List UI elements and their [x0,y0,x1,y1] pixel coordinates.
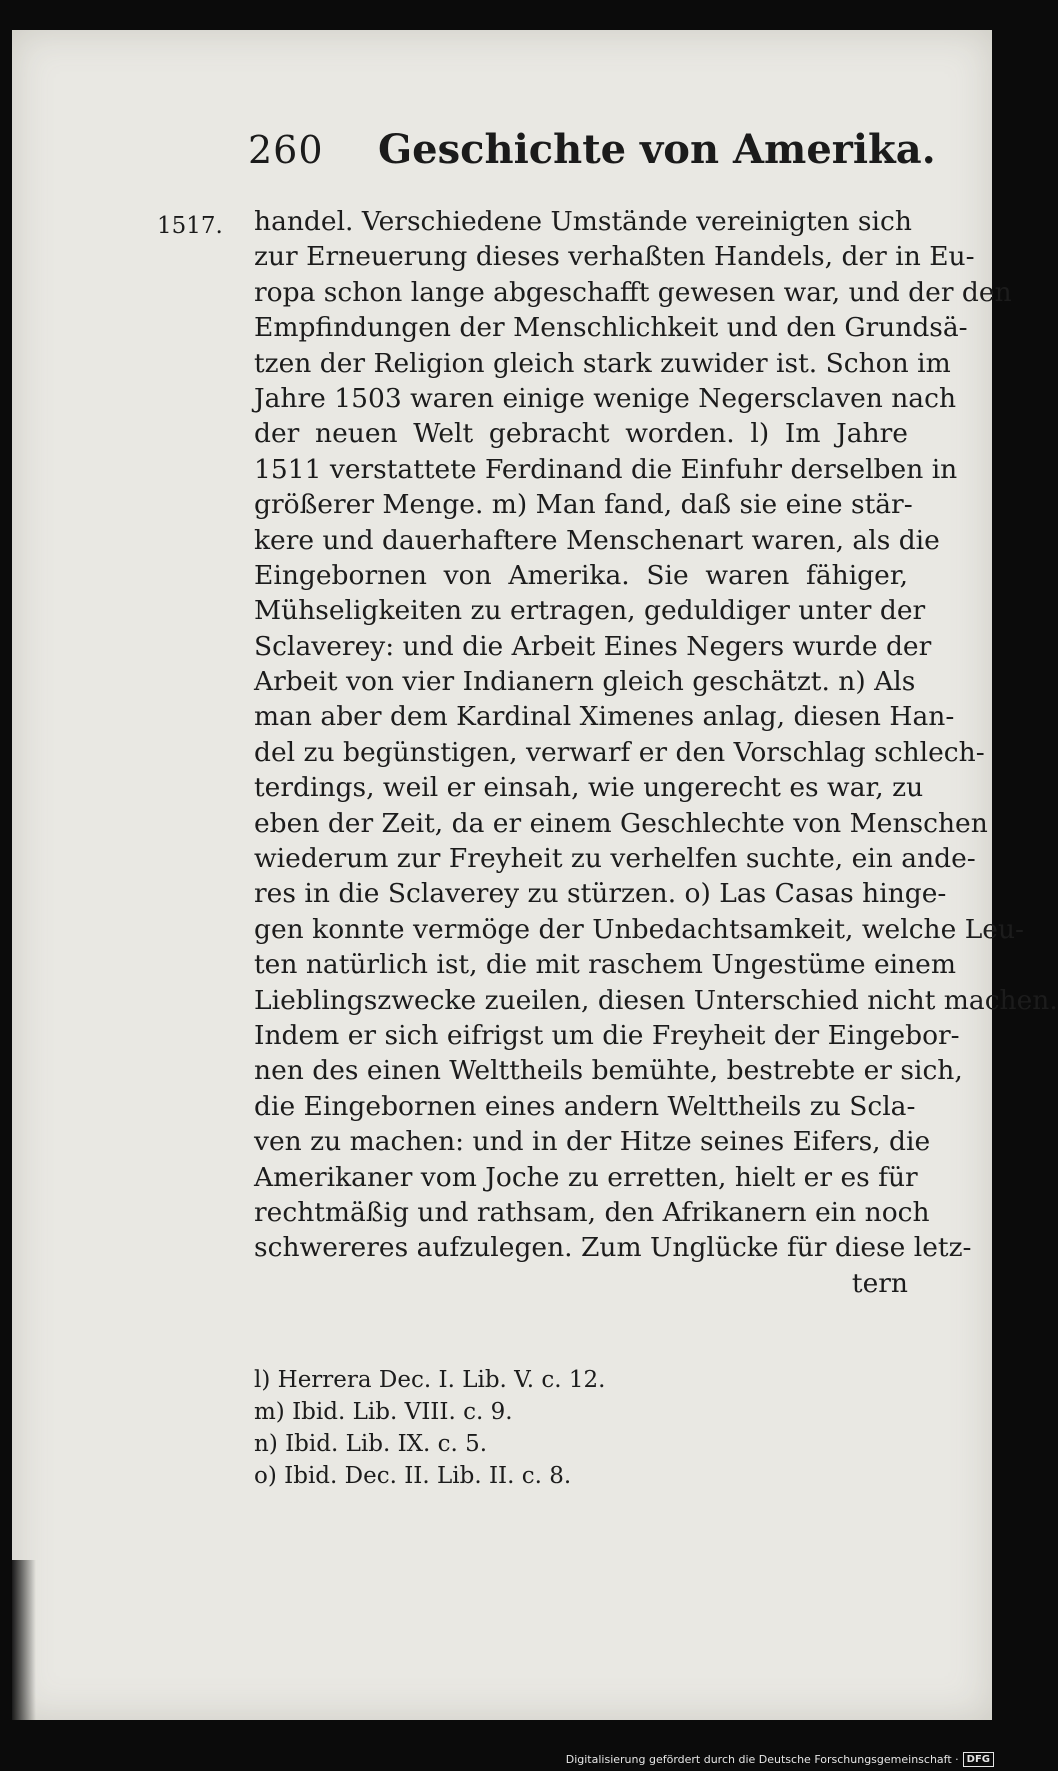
text-line: Empfindungen der Menschlichkeit und den Grundsä- [254,312,968,344]
text-line: ten natürlich ist, die mit raschem Ungestüme einem [254,949,956,981]
catchword: tern [851,1267,908,1299]
text-line: terdings, weil er einsah, wie ungerecht es war, zu [254,772,924,804]
text-line: größerer Menge. m) Man fand, daß sie eine stär- [254,489,913,521]
text-line: Sclaverey: und die Arbeit Eines Negers wurde der [254,630,932,662]
footnote-o: o) Ibid. Dec. II. Lib. II. c. 8. [254,1463,572,1489]
text-line: 1511 verstattete Ferdinand die Einfuhr derselben in [254,453,958,485]
page-edge-shadow [12,1560,36,1720]
text-line: eben der Zeit, da er einem Geschlechte von Menschen [254,807,988,839]
text-line: nen des einen Welttheils bemühte, bestrebte er sich, [254,1055,963,1087]
text-line: Jahre 1503 waren einige wenige Negersclaven nach [254,382,957,414]
text-line: rechtmäßig und rathsam, den Afrikanern ein noch [254,1196,930,1228]
text-line: ven zu machen: und in der Hitze seines Eifers, die [254,1126,931,1158]
text-line: kere und dauerhaftere Menschenart waren, als die [254,524,940,556]
credit-text: Digitalisierung gefördert durch die Deutsche Forschungsgemeinschaft · [565,1753,959,1766]
text-line: man aber dem Kardinal Ximenes anlag, diesen Han- [254,701,955,733]
footnotes [254,1364,754,1492]
footnote-n: n) Ibid. Lib. IX. c. 5. [254,1431,488,1457]
text-line: schwereres aufzulegen. Zum Unglücke für diese letz- [254,1232,972,1264]
text-line: Lieblingszwecke zueilen, diesen Unterschied nicht machen. [254,984,1058,1016]
text-line: zur Erneuerung dieses verhaßten Handels, der in Eu- [254,241,975,273]
footnote-l: l) Herrera Dec. I. Lib. V. c. 12. [254,1367,606,1393]
text-line: die Eingebornen eines andern Welttheils zu Scla- [254,1090,916,1122]
text-line: Indem er sich eifrigst um die Freyheit der Eingebor- [254,1019,960,1051]
text-line: Mühseligkeiten zu ertragen, geduldiger unter der [254,595,926,627]
running-title: Geschichte von Amerika. [378,126,936,173]
margin-year-note: 1517. [157,213,223,239]
text-line: gen konnte vermöge der Unbedachtsamkeit, welche Leu- [254,913,1025,945]
dfg-logo: DFG [963,1752,994,1767]
text-line: Amerikaner vom Joche zu erretten, hielt er es für [254,1161,918,1193]
page-header [248,126,936,173]
text-line: handel. Verschiedene Umstände vereinigten sich [254,206,912,237]
text-line: res in die Sclaverey zu stürzen. o) Las Casas hinge- [254,878,947,910]
text-line: del zu begünstigen, verwarf er den Vorschlag schlech- [254,736,985,768]
text-line: tzen der Religion gleich stark zuwider ist. Schon im [254,347,951,379]
text-line: der neuen Welt gebracht worden. l) Im Jahre [254,418,908,450]
body-text [254,204,1058,1301]
text-line: Arbeit von vier Indianern gleich geschätzt. n) Als [254,666,916,698]
text-line: ropa schon lange abgeschafft gewesen war, und der den [254,276,1012,308]
page-number: 260 [248,128,324,172]
text-line: Eingebornen von Amerika. Sie waren fähiger, [254,559,908,591]
text-line: wiederum zur Freyheit zu verhelfen suchte, ein ande- [254,843,976,875]
footnote-m: m) Ibid. Lib. VIII. c. 9. [254,1399,513,1425]
digitization-credit [566,1752,994,1767]
